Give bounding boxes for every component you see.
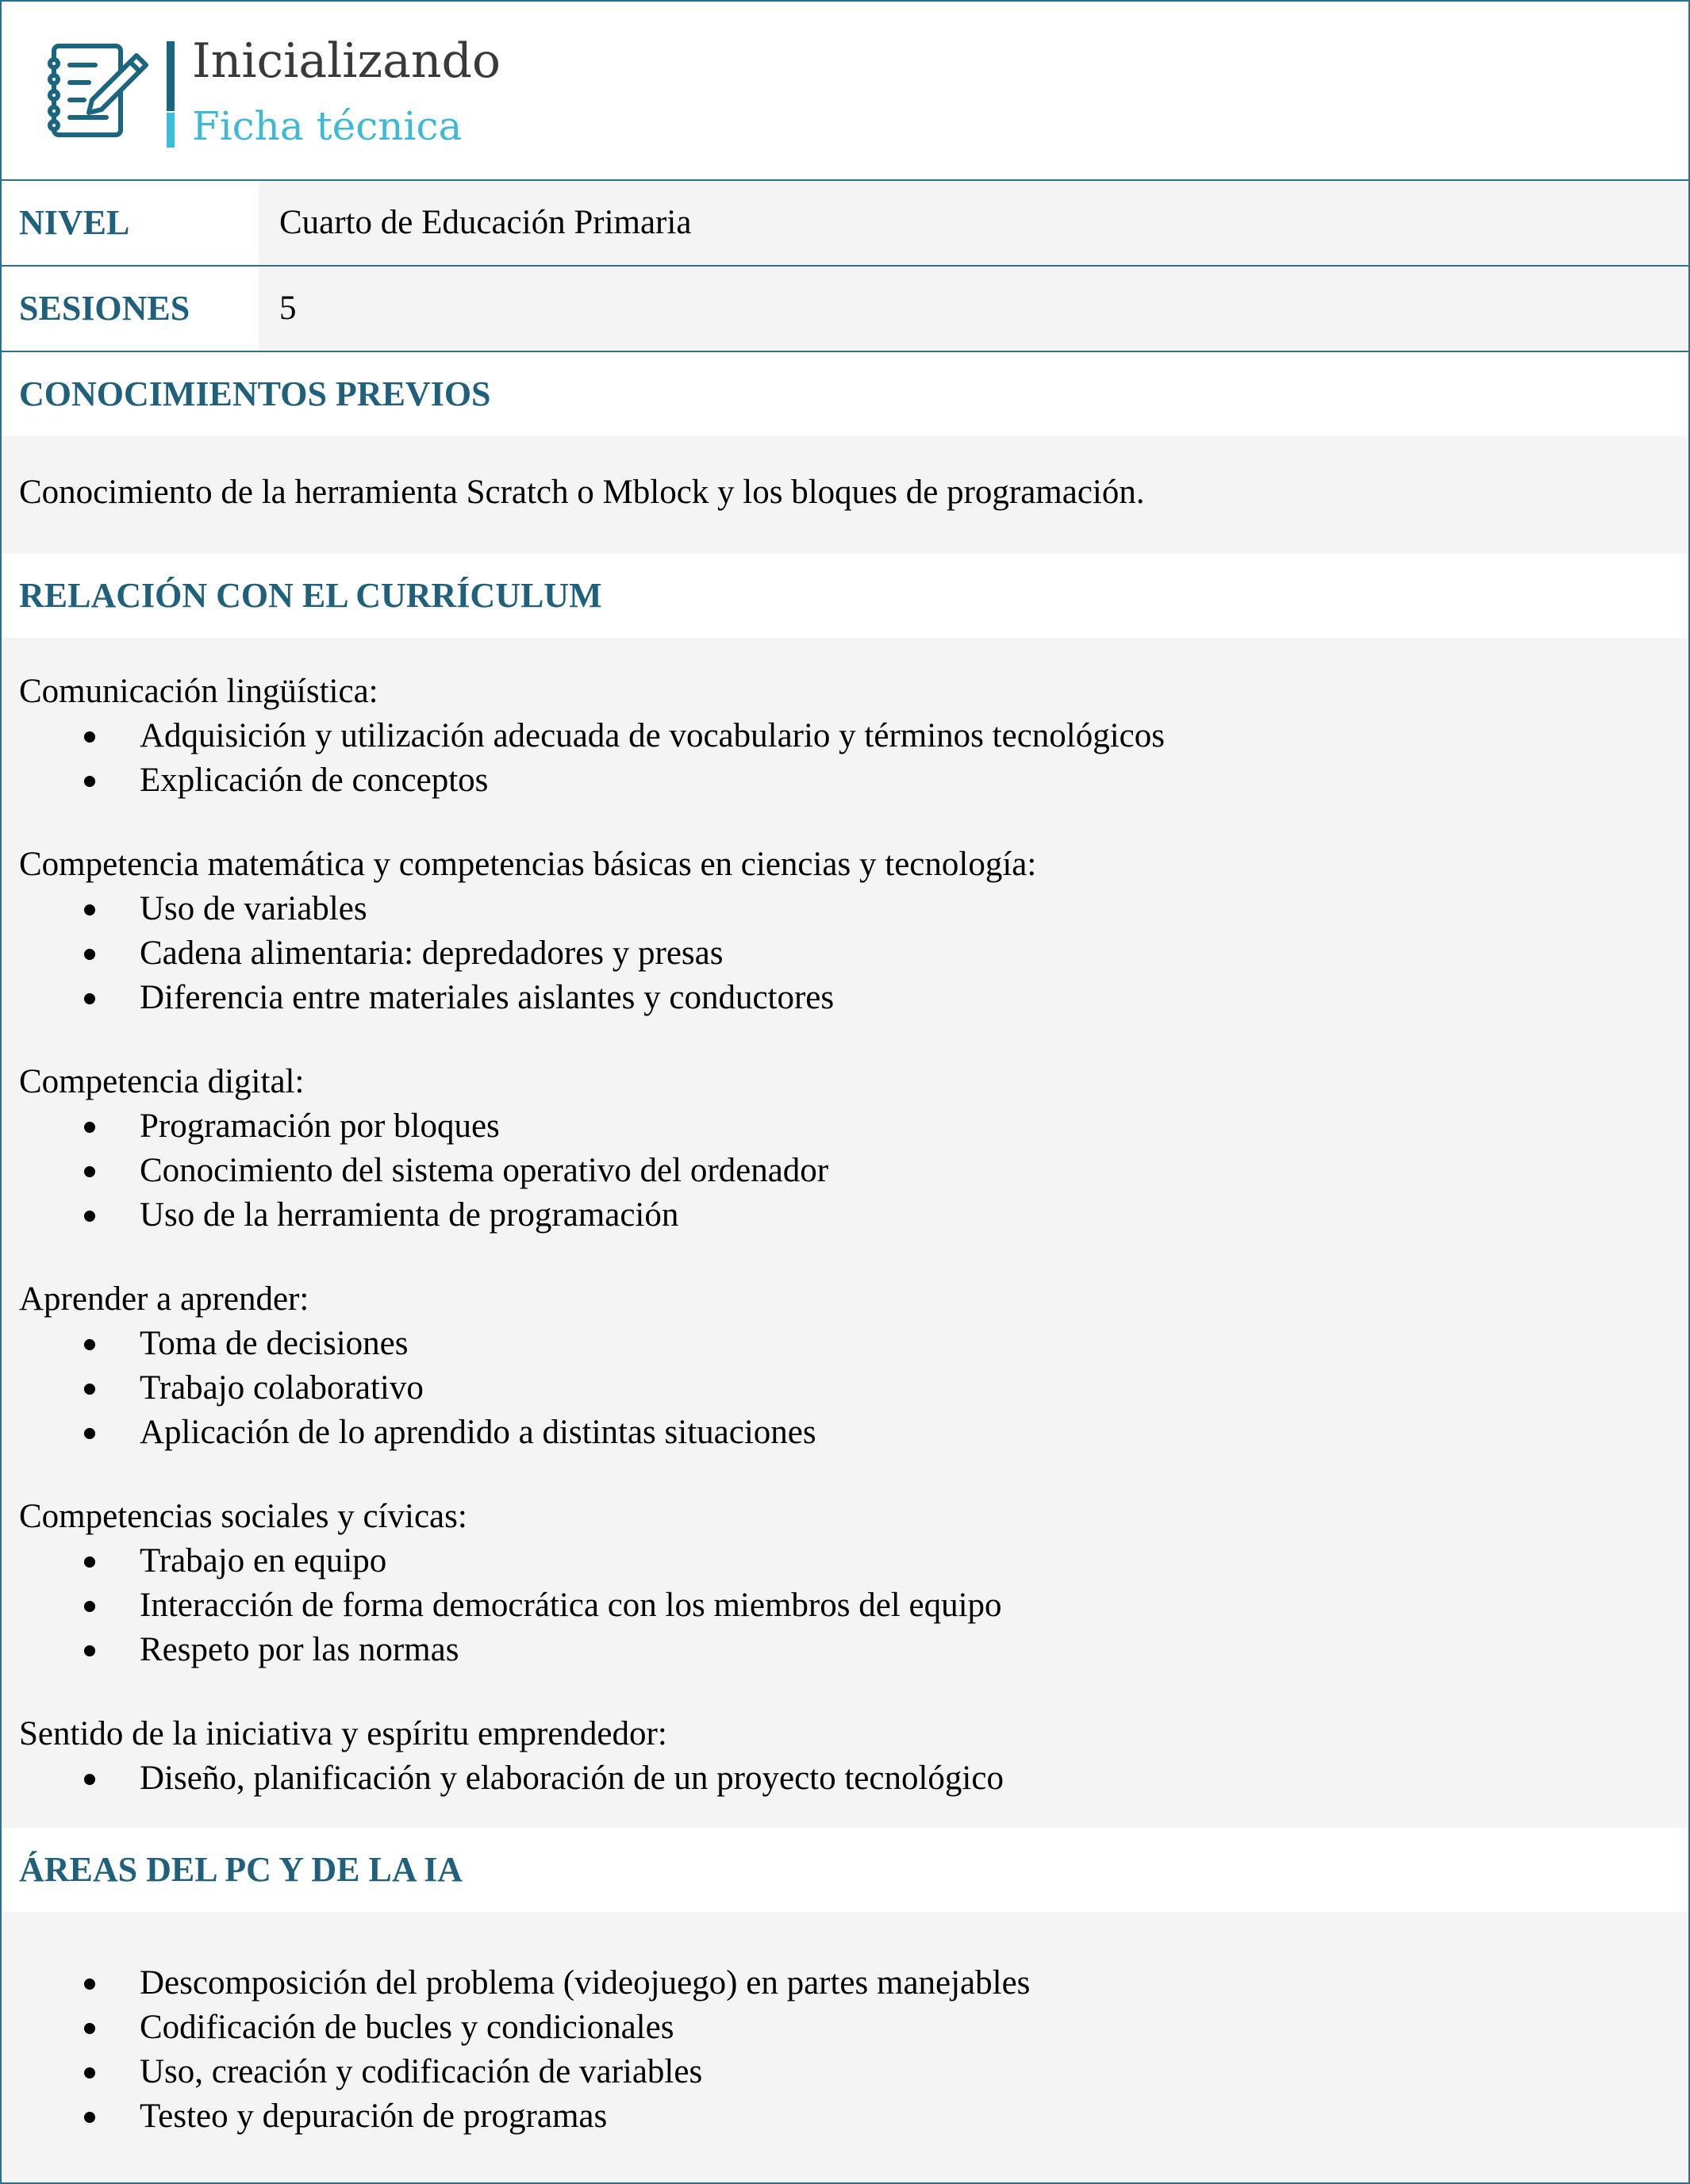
areas-heading: ÁREAS DEL PC Y DE LA IA xyxy=(2,1828,1688,1912)
list-item: Aplicación de lo aprendido a distintas situaciones xyxy=(19,1411,1654,1455)
curriculum-group xyxy=(19,843,1654,1020)
bullet-icon xyxy=(84,776,95,787)
list-item: Conocimiento del sistema operativo del ordenador xyxy=(19,1149,1654,1193)
header xyxy=(2,2,1688,181)
list-item: Toma de decisiones xyxy=(19,1322,1654,1366)
curriculum-group xyxy=(19,1060,1654,1238)
list-item: Codificación de bucles y condicionales xyxy=(19,2006,1654,2050)
bullet-icon xyxy=(84,2067,95,2078)
list-item: Trabajo en equipo xyxy=(19,1539,1654,1583)
curriculum-group xyxy=(19,1495,1654,1672)
nivel-label: NIVEL xyxy=(2,181,259,265)
curriculum-heading: RELACIÓN CON EL CURRÍCULUM xyxy=(2,554,1688,638)
bullet-icon xyxy=(84,1339,95,1350)
bullet-icon xyxy=(84,949,95,960)
list-item: Diferencia entre materiales aislantes y conductores xyxy=(19,976,1654,1020)
group-title: Sentido de la iniciativa y espíritu emprendedor: xyxy=(19,1715,667,1752)
nivel-value: Cuarto de Educación Primaria xyxy=(259,181,1688,265)
list-item: Interacción de forma democrática con los miembros del equipo xyxy=(19,1583,1654,1628)
list-item: Uso, creación y codificación de variables xyxy=(19,2050,1654,2094)
list-item: Descomposición del problema (videojuego) en partes manejables xyxy=(19,1961,1654,2006)
bullet-icon xyxy=(84,2112,95,2123)
list-item: Uso de variables xyxy=(19,887,1654,931)
bullet-icon xyxy=(84,1384,95,1395)
bullet-icon xyxy=(84,1774,95,1785)
sesiones-row xyxy=(2,267,1688,352)
areas-body xyxy=(2,1912,1688,2182)
list-item: Trabajo colaborativo xyxy=(19,1366,1654,1411)
list-item: Explicación de conceptos xyxy=(19,758,1654,803)
bullet-icon xyxy=(84,1556,95,1568)
bullet-icon xyxy=(84,1122,95,1133)
page-title: Inicializando xyxy=(192,33,501,89)
list-item: Programación por bloques xyxy=(19,1104,1654,1149)
sesiones-value: 5 xyxy=(259,267,1688,351)
list-item: Diseño, planificación y elaboración de un proyecto tecnológico xyxy=(19,1756,1654,1801)
group-title: Competencias sociales y cívicas: xyxy=(19,1498,467,1535)
areas-list-group xyxy=(19,1961,1654,2139)
curriculum-body xyxy=(2,638,1688,1828)
conocimientos-text: Conocimiento de la herramienta Scratch o Mblock y los bloques de programación. xyxy=(19,474,1145,511)
curriculum-group xyxy=(19,1277,1654,1455)
nivel-row xyxy=(2,181,1688,267)
group-title: Comunicación lingüística: xyxy=(19,673,378,710)
list-item: Adquisición y utilización adecuada de vocabulario y términos tecnológicos xyxy=(19,714,1654,758)
list-item: Respeto por las normas xyxy=(19,1628,1654,1672)
conocimientos-heading: CONOCIMIENTOS PREVIOS xyxy=(2,352,1688,436)
bullet-icon xyxy=(84,904,95,915)
bullet-icon xyxy=(84,1428,95,1439)
curriculum-group xyxy=(19,1712,1654,1801)
bullet-icon xyxy=(84,1166,95,1177)
group-title: Aprender a aprender: xyxy=(19,1280,309,1318)
curriculum-group xyxy=(19,670,1654,803)
page-subtitle: Ficha técnica xyxy=(192,103,463,149)
list-item: Uso de la herramienta de programación xyxy=(19,1193,1654,1238)
bullet-icon xyxy=(84,1211,95,1222)
bullet-icon xyxy=(84,993,95,1004)
conocimientos-body xyxy=(2,436,1688,554)
list-item: Testeo y depuración de programas xyxy=(19,2094,1654,2139)
bullet-icon xyxy=(84,1979,95,1990)
bullet-icon xyxy=(84,1601,95,1612)
group-title: Competencia matemática y competencias básicas en ciencias y tecnología: xyxy=(19,846,1037,883)
bullet-icon xyxy=(84,731,95,743)
title-accent-bar xyxy=(167,41,175,148)
bullet-icon xyxy=(84,2023,95,2034)
bullet-icon xyxy=(84,1645,95,1656)
group-title: Competencia digital: xyxy=(19,1063,305,1100)
list-item: Cadena alimentaria: depredadores y presas xyxy=(19,931,1654,976)
notebook-pen-icon xyxy=(43,41,154,140)
sesiones-label: SESIONES xyxy=(2,267,259,351)
